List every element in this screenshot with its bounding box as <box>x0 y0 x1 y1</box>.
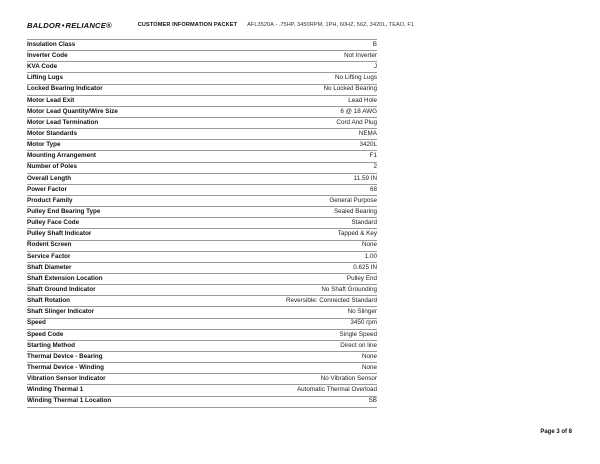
row-label: Winding Thermal 1 <box>27 386 84 394</box>
row-label: Locked Bearing Indicator <box>27 85 103 93</box>
row-value: 0.625 IN <box>353 263 377 271</box>
brand-logo-mark: ® <box>105 20 112 30</box>
row-value: F1 <box>369 152 377 160</box>
row-value: General Purpose <box>329 196 377 204</box>
table-row <box>27 229 377 240</box>
row-value: Tapped & Key <box>337 230 377 238</box>
table-row <box>27 151 377 162</box>
row-label: Speed <box>27 319 46 327</box>
row-label: Inverter Code <box>27 52 68 60</box>
row-value: None <box>361 352 377 360</box>
row-value: 11.59 IN <box>353 174 377 182</box>
row-label: Shaft Extension Location <box>27 274 103 282</box>
row-label: Service Factor <box>27 252 71 260</box>
table-row <box>27 397 377 408</box>
row-label: Rodent Screen <box>27 241 72 249</box>
table-row <box>27 140 377 151</box>
row-value: No Slinger <box>347 308 377 316</box>
row-value: 3420L <box>359 141 377 149</box>
brand-logo-left: BALDOR <box>27 20 61 30</box>
table-row <box>27 296 377 307</box>
table-row <box>27 174 377 185</box>
table-row <box>27 274 377 285</box>
table-row <box>27 40 377 51</box>
table-row <box>27 96 377 107</box>
row-value: None <box>361 241 377 249</box>
row-label: Motor Lead Exit <box>27 96 75 104</box>
row-label: Starting Method <box>27 341 75 349</box>
table-row <box>27 252 377 263</box>
row-label: Product Family <box>27 196 73 204</box>
row-value: 3450 rpm <box>350 319 377 327</box>
row-label: Speed Code <box>27 330 64 338</box>
row-value: Pulley End <box>346 274 377 282</box>
row-label: KVA Code <box>27 63 58 71</box>
page-number: Page 3 of 8 <box>540 429 572 435</box>
brand-logo-separator: • <box>61 20 65 30</box>
row-value: NEMA <box>358 130 377 138</box>
row-label: Pulley Shaft Indicator <box>27 230 92 238</box>
table-row <box>27 363 377 374</box>
row-value: None <box>361 364 377 371</box>
row-label: Motor Lead Termination <box>27 118 99 126</box>
row-label: Shaft Ground Indicator <box>27 286 96 294</box>
table-row <box>27 85 377 96</box>
row-label: Thermal Device - Winding <box>27 364 104 371</box>
row-value: No Locked Bearing <box>323 85 377 93</box>
row-value: Not Inverter <box>344 52 377 60</box>
table-row <box>27 241 377 252</box>
row-label: Motor Lead Quantity/Wire Size <box>27 107 118 115</box>
row-label: Number of Poles <box>27 163 78 171</box>
row-label: Thermal Device - Bearing <box>27 352 103 360</box>
row-value: No Lifting Lugs <box>334 74 377 82</box>
row-value: 1.00 <box>364 252 377 260</box>
row-value: Direct on line <box>340 341 377 349</box>
row-label: Shaft Slinger Indicator <box>27 308 95 316</box>
row-label: Mounting Arrangement <box>27 152 97 160</box>
row-label: Pulley End Bearing Type <box>27 208 101 216</box>
row-value: Sealed Bearing <box>333 208 377 216</box>
table-row <box>27 341 377 352</box>
row-label: Shaft Diameter <box>27 263 72 271</box>
table-row <box>27 385 377 396</box>
row-label: Shaft Rotation <box>27 297 71 305</box>
table-row <box>27 352 377 363</box>
table-row <box>27 51 377 62</box>
row-label: Motor Type <box>27 141 61 149</box>
table-row <box>27 218 377 229</box>
row-value: 2 <box>373 163 377 171</box>
row-label: Insulation Class <box>27 40 76 48</box>
table-row <box>27 207 377 218</box>
row-label: Pulley Face Code <box>27 219 80 227</box>
row-label: Winding Thermal 1 Location <box>27 397 112 405</box>
row-value: Lead Hole <box>348 96 377 104</box>
row-value: B <box>372 40 377 48</box>
table-row <box>27 62 377 73</box>
table-row <box>27 118 377 129</box>
row-label: Power Factor <box>27 185 67 193</box>
row-value: Reversible: Connected Standard <box>285 297 377 305</box>
spec-table <box>27 39 377 408</box>
brand-logo-right: RELIANCE <box>65 20 106 30</box>
row-value: No Shaft Grounding <box>321 286 377 294</box>
table-row <box>27 263 377 274</box>
product-subtitle: AFL3520A - .75HP, 3450RPM, 1PH, 60HZ, 56Z, 3420L, TEAO, F1 <box>247 22 414 28</box>
table-row <box>27 307 377 318</box>
row-label: Motor Standards <box>27 130 78 138</box>
row-value: Single Speed <box>339 330 377 338</box>
row-value: 6 @ 18 AWG <box>340 107 377 115</box>
brand-logo <box>27 21 112 30</box>
table-row <box>27 374 377 385</box>
page-header <box>27 18 587 32</box>
table-row <box>27 129 377 140</box>
table-row <box>27 319 377 330</box>
row-label: Lifting Lugs <box>27 74 64 82</box>
row-value: 68 <box>369 185 377 193</box>
table-row <box>27 107 377 118</box>
table-row <box>27 73 377 84</box>
row-value: J <box>373 63 377 71</box>
row-value: Automatic Thermal Overload <box>296 386 377 394</box>
table-row <box>27 163 377 174</box>
row-label: Overall Length <box>27 174 72 182</box>
table-row <box>27 196 377 207</box>
row-label: Vibration Sensor Indicator <box>27 375 106 383</box>
packet-title: CUSTOMER INFORMATION PACKET <box>137 22 238 28</box>
table-row <box>27 285 377 296</box>
table-row <box>27 330 377 341</box>
row-value: Cord And Plug <box>336 118 377 126</box>
row-value: No Vibration Sensor <box>320 375 377 383</box>
row-value: Standard <box>351 219 377 227</box>
row-value: SB <box>368 397 377 405</box>
table-row <box>27 185 377 196</box>
